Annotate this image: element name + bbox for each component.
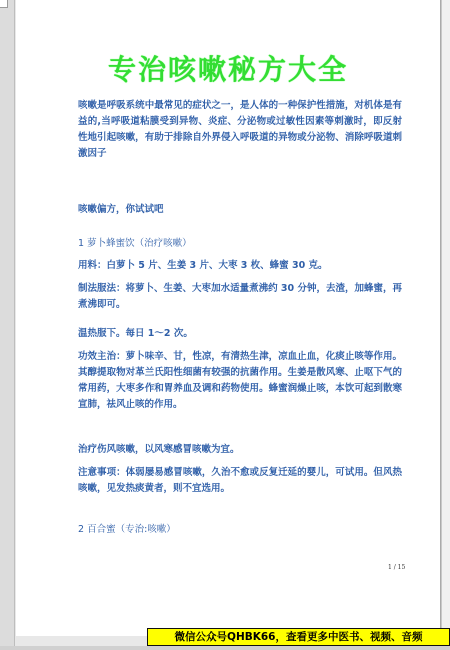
recipe-1-method — [78, 281, 402, 313]
recipe-1-effect — [78, 349, 402, 413]
document-page[interactable] — [16, 0, 440, 636]
recipe-2-title: 2 百合蜜（专治:咳嗽） — [78, 524, 176, 535]
recipe-1-ingredients: 用料：白萝卜 5 片、生姜 3 片、大枣 3 枚、蜂蜜 30 克。 — [78, 260, 328, 271]
intro-paragraph — [78, 98, 402, 162]
promo-banner[interactable]: 微信公众号QHBK66，查看更多中医书、视频、音频 — [147, 628, 450, 646]
recipe-1-dosage: 温热服下。每日 1～2 次。 — [78, 328, 193, 339]
recipe-1-caution-text: 注意事项：体弱屡易感冒咳嗽，久治不愈或反复迁延的婴儿，可试用。但风热咳嗽，见发热痰黄者，则不宜选用。 — [78, 467, 402, 494]
intro-text: 咳嗽是呼吸系统中最常见的症状之一，是人体的一种保护性措施，对机体是有益的,当呼吸道粘膜受到异物、炎症、分泌物或过敏性因素等刺激时，即反射性地引起咳嗽，有助于排除自外界侵入呼吸道的异物或分泌物、消除呼吸道刺激因子 — [78, 100, 402, 159]
document-title: 专治咳嗽秘方大全 — [107, 53, 348, 86]
section-subheading: 咳嗽偏方，你试试吧 — [78, 204, 164, 215]
page-corner-icon — [0, 0, 8, 8]
recipe-1-method-text: 制法服法：将萝卜、生姜、大枣加水适量煮沸约 30 分钟，去渣，加蜂蜜，再煮沸即可。 — [78, 283, 402, 310]
page-number: 1 / 15 — [388, 564, 406, 571]
recipe-1-title: 1 萝卜蜂蜜饮（治疗咳嗽） — [78, 238, 192, 249]
viewer-bottom-edge — [0, 646, 450, 650]
vertical-scrollbar[interactable] — [441, 0, 450, 650]
recipe-1-caution — [78, 465, 402, 497]
recipe-1-indication: 治疗伤风咳嗽，以风寒感冒咳嗽为宜。 — [78, 444, 240, 455]
viewer-left-gutter — [0, 0, 15, 650]
recipe-1-effect-text: 功效主治：萝卜味辛、甘，性凉，有清热生津，凉血止血，化痰止咳等作用。其醇提取物对革兰氏阳性细菌有较强的抗菌作用。生姜是散风寒、止呕下气的常用药，大枣多作和胃养血及调和药物使用。蜂蜜润燥止咳，本饮可起到散寒宣肺，祛风止咳的作用。 — [78, 351, 402, 410]
